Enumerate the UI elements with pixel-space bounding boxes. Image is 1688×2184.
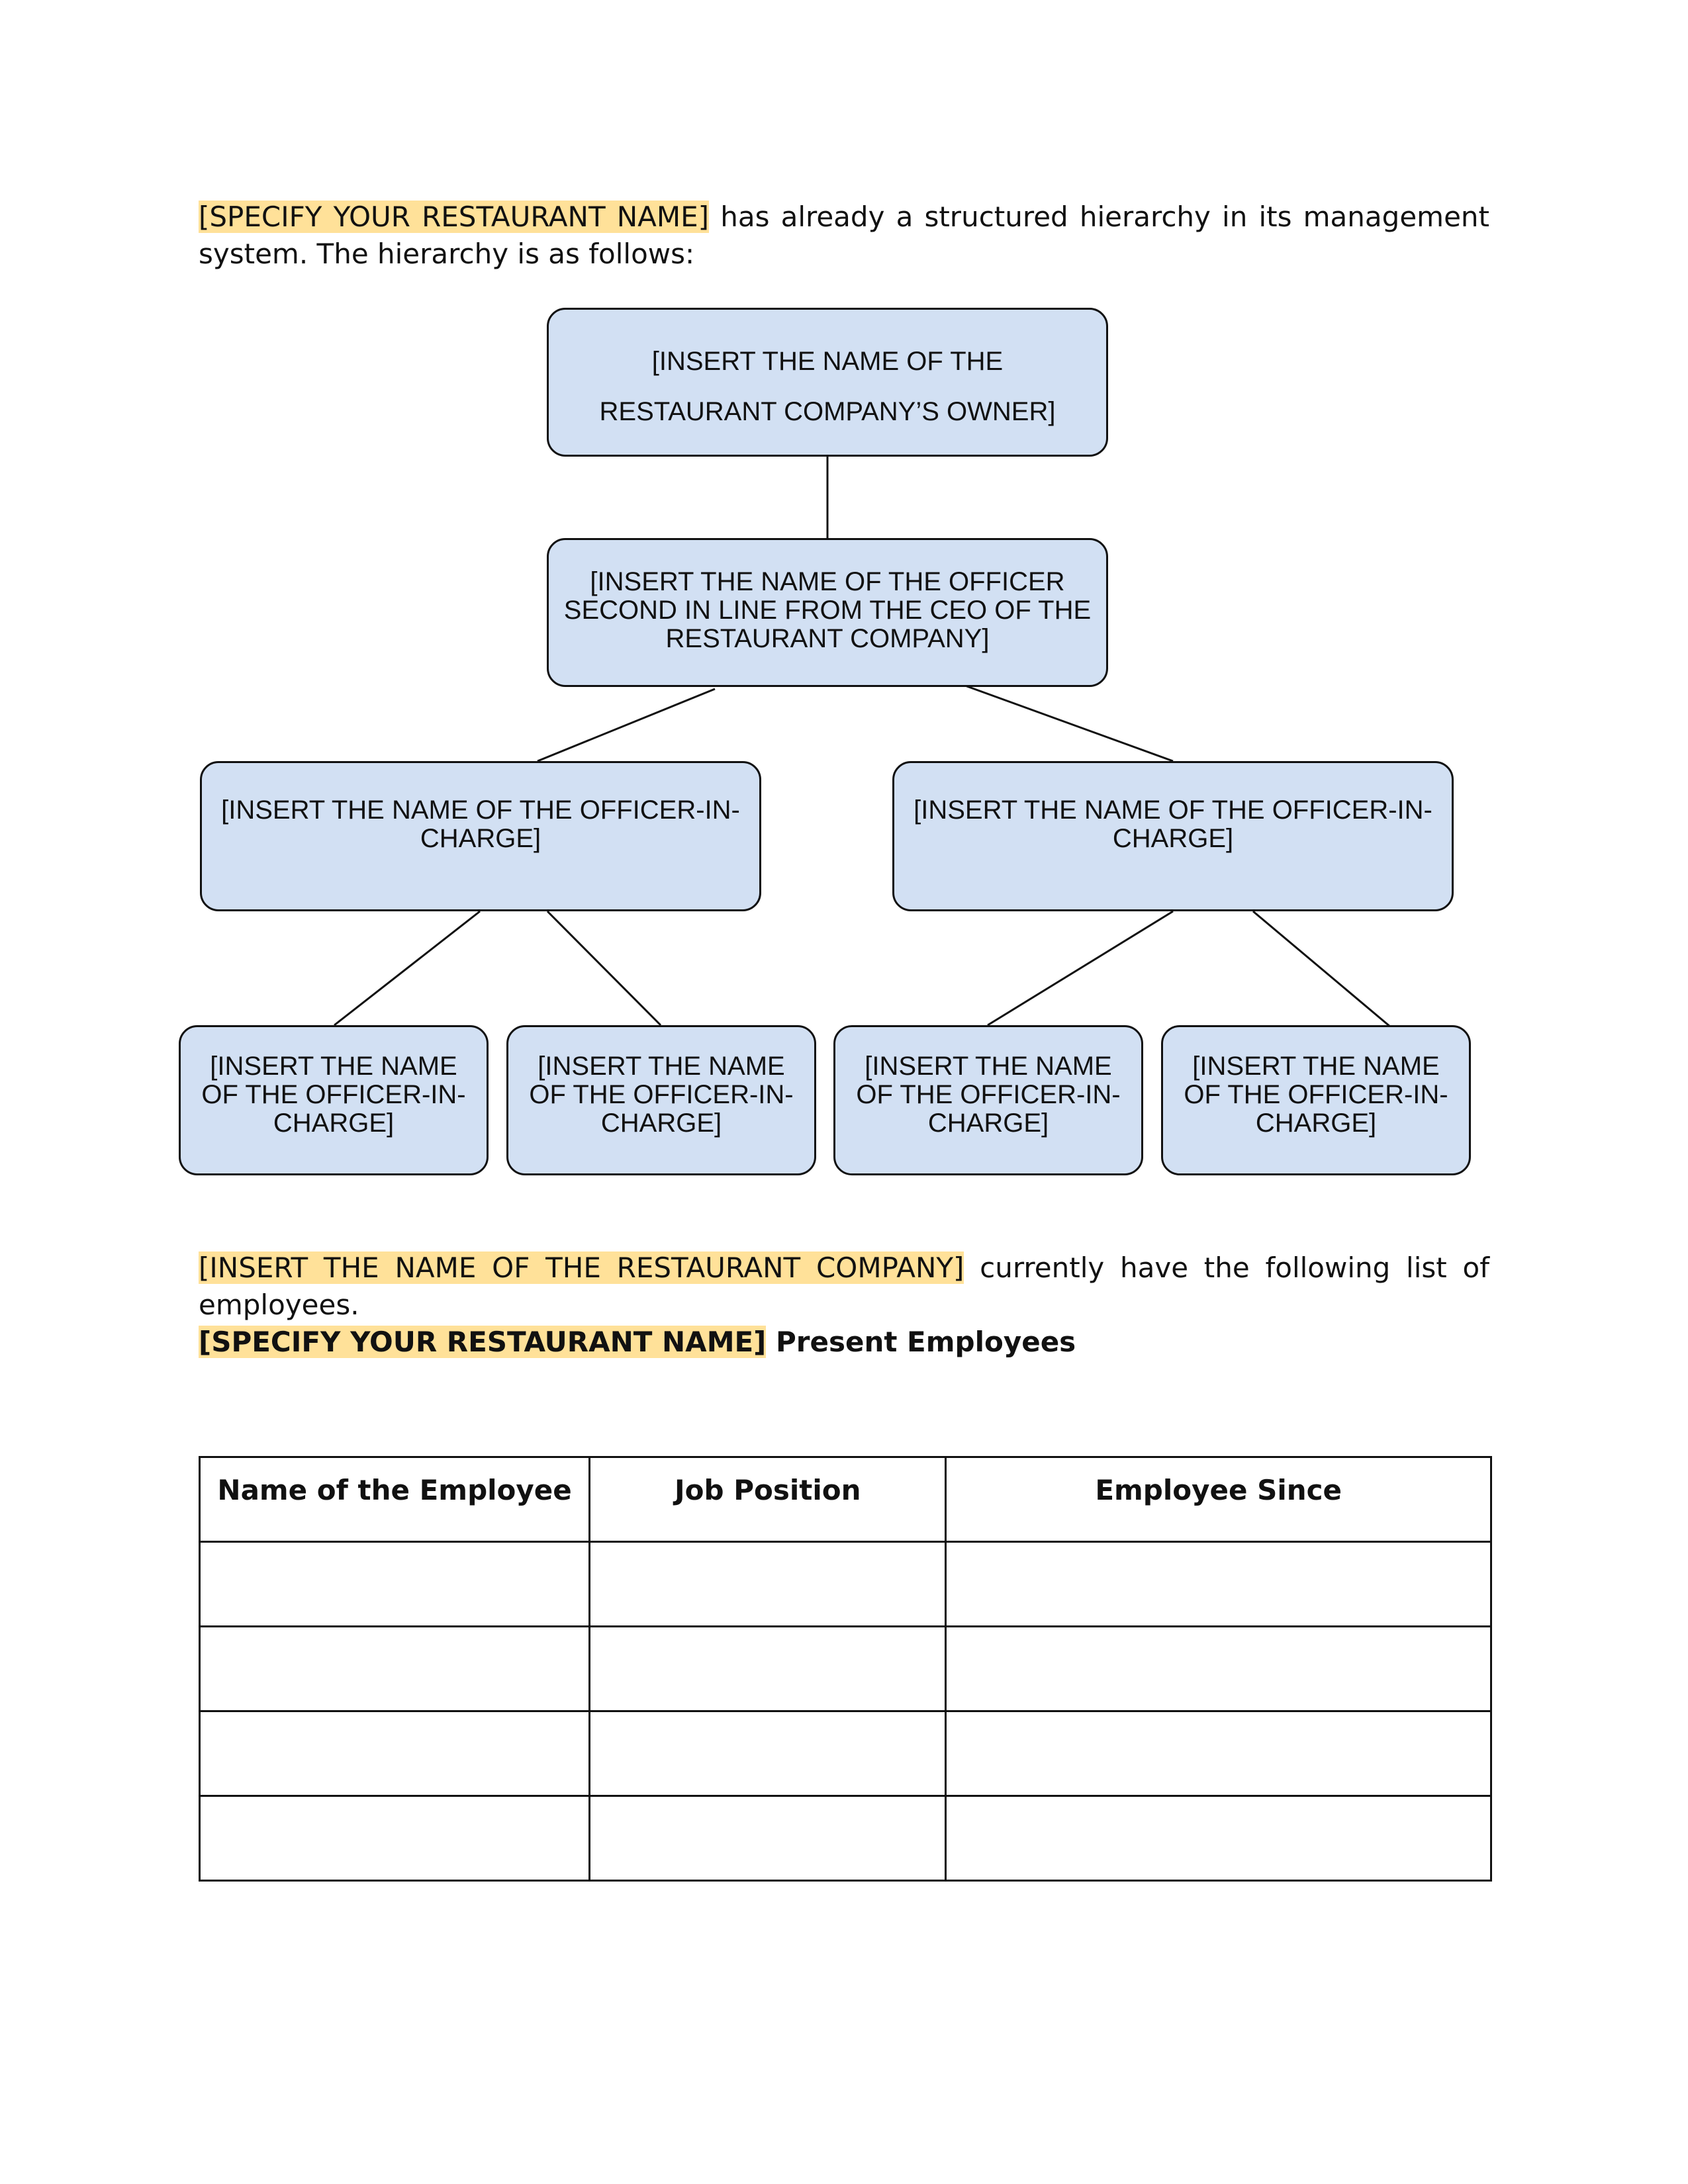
org-box-leaf-3 [833, 1025, 1143, 1175]
org-box-leaf-4 [1161, 1025, 1471, 1175]
connector-midright-leaf4 [1253, 911, 1399, 1034]
org-box-line: OF THE OFFICER-IN- [856, 1080, 1121, 1109]
connector-midright-leaf3 [988, 911, 1173, 1025]
org-box-line: OF THE OFFICER-IN- [1184, 1080, 1448, 1109]
restaurant-name-placeholder: [SPECIFY YOUR RESTAURANT NAME] [199, 201, 710, 233]
table-cell[interactable] [946, 1796, 1491, 1881]
employees-sentence-text: currently have the following list of employees. [199, 1251, 1489, 1321]
org-box-owner [547, 308, 1108, 457]
employees-sentence [199, 1250, 1489, 1324]
table-cell[interactable] [590, 1711, 946, 1796]
table-cell[interactable] [590, 1796, 946, 1881]
org-box-leaf-2 [506, 1025, 816, 1175]
org-box-line: RESTAURANT COMPANY’S OWNER] [599, 397, 1056, 426]
org-box-line: [INSERT THE NAME OF THE OFFICER [590, 567, 1065, 596]
connector-midleft-leaf1 [334, 911, 480, 1025]
column-header-employee-since: Employee Since [946, 1457, 1491, 1542]
org-box-line: [INSERT THE NAME [538, 1052, 785, 1081]
table-row [200, 1542, 1491, 1627]
table-cell[interactable] [590, 1627, 946, 1711]
org-box-line: CHARGE] [1255, 1109, 1377, 1138]
connector-second-midleft [538, 689, 715, 761]
connector-midleft-leaf2 [547, 911, 661, 1025]
table-cell[interactable] [590, 1542, 946, 1627]
table-cell[interactable] [200, 1711, 590, 1796]
column-header-employee-name: Name of the Employee [200, 1457, 590, 1542]
org-box-line: RESTAURANT COMPANY] [665, 624, 990, 653]
table-title-text: Present Employees [766, 1326, 1076, 1358]
table-header-row [200, 1457, 1491, 1542]
table-row [200, 1711, 1491, 1796]
intro-text: has already a structured hierarchy in its management system. The hierarchy is as follows: [199, 201, 1489, 270]
table-cell[interactable] [946, 1627, 1491, 1711]
org-box-line: OF THE OFFICER-IN- [529, 1080, 794, 1109]
table-cell[interactable] [946, 1542, 1491, 1627]
column-header-job-position: Job Position [590, 1457, 946, 1542]
table-cell[interactable] [200, 1796, 590, 1881]
org-box-line: [INSERT THE NAME [210, 1052, 457, 1081]
org-box-line: [INSERT THE NAME OF THE [651, 347, 1004, 376]
org-box-leaf-1 [179, 1025, 489, 1175]
table-cell[interactable] [200, 1542, 590, 1627]
org-box-line: [INSERT THE NAME [1192, 1052, 1440, 1081]
table-row [200, 1796, 1491, 1881]
org-box-line: [INSERT THE NAME OF THE OFFICER-IN- [221, 796, 740, 825]
employees-table [199, 1456, 1492, 1882]
org-box-line: SECOND IN LINE FROM THE CEO OF THE [563, 596, 1092, 625]
restaurant-name-placeholder: [SPECIFY YOUR RESTAURANT NAME] [199, 1326, 767, 1358]
org-box-officer-left [200, 761, 761, 911]
org-box-line: CHARGE] [600, 1109, 722, 1138]
company-name-placeholder: [INSERT THE NAME OF THE RESTAURANT COMPANY] [199, 1251, 964, 1284]
org-box-officer-right [892, 761, 1454, 911]
org-box-line: CHARGE] [927, 1109, 1049, 1138]
connector-second-midright [965, 686, 1173, 761]
org-box-line: OF THE OFFICER-IN- [201, 1080, 466, 1109]
org-box-line: CHARGE] [273, 1109, 395, 1138]
org-box-line: CHARGE] [420, 824, 541, 853]
org-box-line: CHARGE] [1112, 824, 1234, 853]
table-cell[interactable] [946, 1711, 1491, 1796]
org-box-second-in-line [547, 538, 1108, 687]
org-box-line: [INSERT THE NAME [865, 1052, 1112, 1081]
table-cell[interactable] [200, 1627, 590, 1711]
table-row [200, 1627, 1491, 1711]
table-title [199, 1324, 1489, 1361]
org-box-line: [INSERT THE NAME OF THE OFFICER-IN- [914, 796, 1432, 825]
